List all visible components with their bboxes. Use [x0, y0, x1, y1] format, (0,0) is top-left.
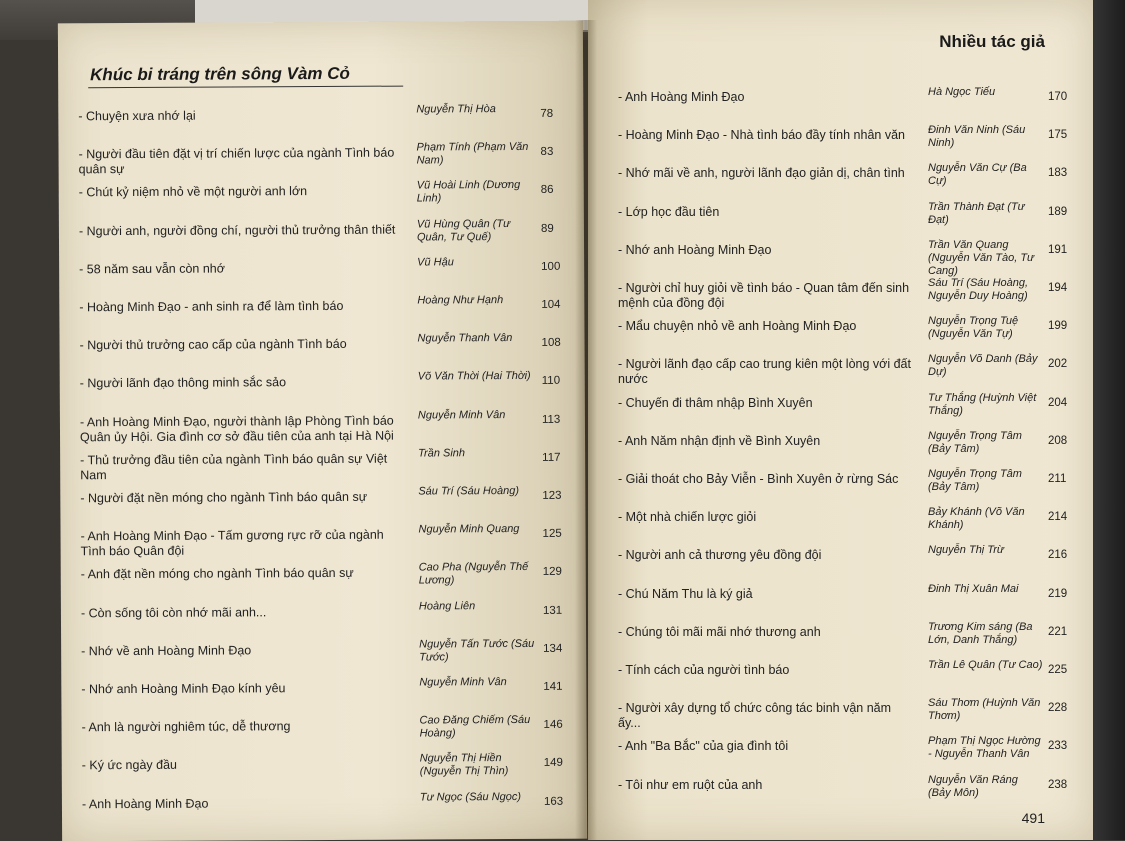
- toc-entry-title: - Người chỉ huy giỏi về tình báo - Quan tâm đến sinh mệnh của đồng đội: [618, 281, 910, 310]
- book-title-heading: Khúc bi tráng trên sông Vàm Cỏ: [90, 63, 350, 85]
- toc-entry-title: - Người lãnh đạo thông minh sắc sảo: [79, 375, 287, 391]
- toc-entry: [81, 637, 581, 664]
- toc-entry: [79, 294, 579, 315]
- toc-entry-title: - Nhớ về anh Hoàng Minh Đạo: [81, 643, 252, 659]
- toc-entry-title: - Người anh, người đồng chí, người thủ trưởng thân thiết: [78, 222, 396, 238]
- toc-entry-page: 149: [543, 757, 563, 770]
- toc-entry-title: - Tính cách của người tình báo: [618, 663, 790, 677]
- toc-entry-page: 199: [1048, 320, 1068, 333]
- toc-entry-page: 113: [541, 413, 561, 426]
- toc-entry: [78, 141, 579, 177]
- toc-entry-title: - Chút kỷ niệm nhỏ về một người anh lớn: [78, 184, 308, 200]
- toc-entry-page: 219: [1048, 587, 1068, 600]
- toc-entry-page: 208: [1048, 434, 1068, 447]
- toc-entry-title: - Người xây dựng tổ chức công tác binh vận năm ấy...: [618, 701, 892, 731]
- toc-entry-title: - Chúng tôi mãi mãi nhớ thương anh: [618, 624, 821, 639]
- toc-entry-page: 78: [540, 107, 554, 120]
- toc-entry-title: - Chú Năm Thu là ký giả: [618, 586, 753, 601]
- toc-entry-title: - Người thủ trưởng cao cấp của ngành Tình báo: [79, 337, 347, 353]
- toc-entry: [81, 790, 582, 811]
- toc-entry-author: Tư Thắng (Huỳnh Việt Thắng): [928, 391, 1037, 417]
- toc-entry-page: 131: [542, 604, 563, 617]
- toc-entry-page: 89: [540, 222, 554, 235]
- toc-entry-title: - Anh đặt nền móng cho ngành Tình báo quân sự: [80, 566, 354, 582]
- toc-entry-author: Hoàng Liên: [418, 599, 476, 613]
- toc-entry-author: Nguyễn Thanh Vân: [417, 332, 513, 345]
- toc-entry-author: Phạm Thị Ngọc Hường - Nguyễn Thanh Vân: [928, 735, 1041, 761]
- toc-entry: [78, 179, 579, 205]
- toc-entry-author: Cao Pha (Nguyễn Thế Lương): [418, 561, 529, 587]
- toc-entry-page: 225: [1048, 664, 1068, 676]
- toc-entry-title: - Giải thoát cho Bảy Viễn - Bình Xuyên ở rừng Sác: [618, 472, 899, 486]
- toc-entry-author: Đinh Văn Ninh (Sáu Ninh): [928, 124, 1026, 150]
- toc-entry-title: - Hoàng Minh Đạo - anh sinh ra để làm tình báo: [79, 298, 344, 315]
- toc-entry-title: - Anh Hoàng Minh Đạo, người thành lập Phòng Tình báo Quân ủy Hội. Gia đình cơ sở đầu tiên của anh tại Hà Nội: [79, 413, 394, 444]
- toc-entry-page: 123: [542, 489, 562, 502]
- toc-entry: [79, 332, 580, 353]
- toc-entry-title: - 58 năm sau vẫn còn nhớ: [79, 261, 225, 277]
- toc-entry-page: 202: [1048, 358, 1068, 371]
- toc-entry-author: Tư Ngọc (Sáu Ngọc): [419, 790, 522, 804]
- toc-entry: [80, 523, 581, 559]
- toc-entry-page: 146: [543, 718, 563, 732]
- toc-entry-page: 86: [540, 184, 554, 197]
- toc-entry-title: - Mẩu chuyện nhỏ về anh Hoàng Minh Đạo: [618, 319, 857, 334]
- toc-entry-author: Nguyễn Minh Vân: [417, 408, 506, 422]
- authors-heading: Nhiều tác giả: [939, 32, 1045, 51]
- toc-entry-author: Nguyễn Tấn Tước (Sáu Tước): [419, 637, 535, 664]
- toc-entry-author: Nguyễn Trọng Tuệ (Nguyễn Văn Tự): [928, 315, 1019, 341]
- toc-entry: [80, 484, 580, 506]
- toc-entry-title: - Lớp học đầu tiên: [618, 204, 720, 219]
- toc-entry-author: Trần Lê Quân (Tư Cao): [928, 659, 1043, 671]
- toc-entry-title: - Người đặt nền móng cho ngành Tình báo quân sự: [80, 489, 368, 506]
- toc-entry-page: 134: [543, 642, 563, 655]
- toc-entry-title: - Anh "Ba Bắc" của gia đình tôi: [618, 739, 789, 754]
- toc-entry-title: - Người đầu tiên đặt vị trí chiến lược của ngành Tình báo quân sự: [78, 145, 395, 177]
- toc-entry-title: - Hoàng Minh Đạo - Nhà tình báo đầy tính nhân văn: [618, 128, 905, 143]
- toc-entry: [81, 676, 581, 697]
- toc-entry-author: Nguyễn Thị Hiền (Nguyễn Thị Thìn): [419, 752, 509, 778]
- toc-entry-page: 163: [543, 795, 564, 808]
- toc-entry-title: - Người anh cả thương yêu đồng đội: [618, 548, 822, 563]
- toc-entry-author: Trần Văn Quang (Nguyễn Văn Tào, Tư Cang): [928, 238, 1035, 277]
- toc-entry-page: 233: [1048, 740, 1068, 753]
- toc-entry-author: Trần Sinh: [418, 447, 466, 460]
- toc-entry-author: Nguyễn Trọng Tâm (Bảy Tâm): [928, 468, 1022, 493]
- toc-entry-author: Nguyễn Trọng Tâm (Bảy Tâm): [928, 429, 1022, 455]
- toc-entry-author: Trần Thành Đạt (Tư Đạt): [928, 200, 1025, 226]
- toc-entry-page: 211: [1048, 473, 1067, 485]
- toc-entry-author: Bảy Khánh (Võ Văn Khánh): [928, 506, 1025, 532]
- toc-entry-author: Nguyễn Minh Quang: [418, 523, 520, 536]
- toc-entry-page: 170: [1048, 91, 1068, 103]
- book-spine: [575, 20, 597, 840]
- toc-entry-page: 216: [1048, 549, 1068, 562]
- toc-entry-page: 183: [1048, 167, 1068, 180]
- toc-entry-author: Nguyễn Minh Vân: [419, 676, 507, 689]
- toc-entry-page: 141: [543, 680, 563, 693]
- toc-entry: [79, 256, 579, 277]
- toc-entry-title: - Anh là người nghiêm túc, dễ thương: [81, 719, 291, 735]
- toc-entry-author: Đinh Thị Xuân Mai: [928, 582, 1019, 595]
- toc-entry-title: - Tôi như em ruột của anh: [618, 777, 763, 792]
- toc-entry-author: Vũ Hoài Linh (Dương Linh): [416, 179, 521, 205]
- toc-entry-page: 194: [1048, 282, 1068, 294]
- toc-entry: [81, 714, 582, 740]
- toc-entry-title: - Nhớ mãi về anh, người lãnh đạo giản dị, chân tình: [618, 166, 905, 181]
- toc-entry-author: Võ Văn Thời (Hai Thời): [417, 370, 531, 383]
- toc-entry-author: Vũ Hùng Quân (Tư Quân, Tư Quế): [416, 217, 511, 244]
- toc-entry-author: Trương Kim sáng (Ba Lớn, Danh Thắng): [928, 620, 1033, 646]
- toc-entry-title: - Người lãnh đạo cấp cao trung kiên một lòng với đất nước: [618, 357, 911, 387]
- toc-entry-author: Hoàng Như Hạnh: [417, 294, 504, 307]
- toc-entry: [80, 447, 580, 483]
- toc-entry-author: Sáu Trí (Sáu Hoàng): [418, 484, 520, 498]
- toc-entry-page: 214: [1048, 511, 1068, 524]
- toc-entry-author: Hà Ngọc Tiếu: [928, 86, 996, 98]
- toc-entry-title: - Anh Năm nhận định về Bình Xuyên: [618, 433, 821, 448]
- toc-entry-title: - Thủ trưởng đầu tiên của ngành Tình báo quân sự Việt Nam: [80, 451, 388, 483]
- heading-rule: [88, 86, 403, 89]
- toc-entry-title: - Anh Hoàng Minh Đạo: [618, 90, 745, 104]
- toc-entry-page: 191: [1048, 243, 1068, 256]
- toc-entry-page: 238: [1048, 778, 1068, 791]
- toc-entry-title: - Ký ức ngày đầu: [81, 758, 178, 773]
- toc-entry: [80, 599, 581, 620]
- toc-entry-page: 129: [542, 566, 562, 579]
- toc-entry-author: Nguyễn Võ Danh (Bảy Dự): [928, 353, 1038, 379]
- toc-entry: [80, 561, 581, 587]
- toc-entry: [78, 103, 578, 124]
- toc-entry-title: - Chuyện xưa nhớ lại: [78, 108, 196, 124]
- toc-entry-title: - Nhớ anh Hoàng Minh Đạo kính yêu: [81, 681, 286, 697]
- toc-entry-page: 125: [542, 527, 562, 541]
- toc-entry-author: Sáu Trí (Sáu Hoàng, Nguyễn Duy Hoàng): [928, 277, 1029, 302]
- toc-entry: [79, 408, 580, 444]
- toc-entry-author: Nguyễn Thị Trừ: [928, 544, 1004, 557]
- toc-entry-page: 83: [540, 145, 554, 159]
- toc-entry-author: Nguyễn Văn Ráng (Bảy Môn): [928, 773, 1018, 799]
- toc-entry-page: 221: [1048, 625, 1068, 638]
- right-page: [588, 0, 1093, 840]
- toc-entry-page: 110: [541, 375, 561, 388]
- toc-entry-title: - Anh Hoàng Minh Đạo - Tấm gương rực rỡ của ngành Tình báo Quân đội: [80, 527, 384, 559]
- toc-entry-author: Nguyễn Văn Cự (Ba Cự): [928, 162, 1027, 188]
- toc-entry-author: Phạm Tính (Phạm Văn Nam): [416, 141, 529, 167]
- toc-entry: [81, 752, 582, 778]
- toc-entry-title: - Nhớ anh Hoàng Minh Đạo: [618, 242, 772, 257]
- left-page: [58, 21, 587, 841]
- toc-entry-page: 117: [542, 451, 561, 464]
- page-number: 491: [1021, 810, 1045, 826]
- toc-entry-author: Nguyễn Thị Hòa: [416, 103, 496, 116]
- toc-entry-title: - Anh Hoàng Minh Đạo: [81, 796, 209, 811]
- toc-entry-author: Sáu Thơm (Huỳnh Văn Thơm): [928, 697, 1041, 723]
- toc-entry-page: 108: [541, 336, 561, 350]
- toc-entry-page: 228: [1048, 702, 1068, 715]
- toc-entry-author: Vũ Hậu: [417, 256, 454, 269]
- toc-entry-page: 104: [541, 298, 561, 311]
- toc-entry-page: 204: [1048, 396, 1068, 409]
- toc-entry-page: 189: [1048, 205, 1068, 218]
- toc-entry: [78, 217, 579, 244]
- toc-entry-page: 100: [541, 260, 561, 273]
- toc-entry-author: Cao Đăng Chiếm (Sáu Hoàng): [419, 714, 531, 740]
- toc-entry-title: - Chuyến đi thâm nhập Bình Xuyên: [618, 395, 813, 410]
- toc-entry-title: - Một nhà chiến lược giỏi: [618, 510, 757, 525]
- toc-entry-page: 175: [1048, 129, 1068, 142]
- toc-entry: [79, 370, 580, 391]
- toc-entry-title: - Còn sống tôi còn nhớ mãi anh...: [80, 604, 267, 620]
